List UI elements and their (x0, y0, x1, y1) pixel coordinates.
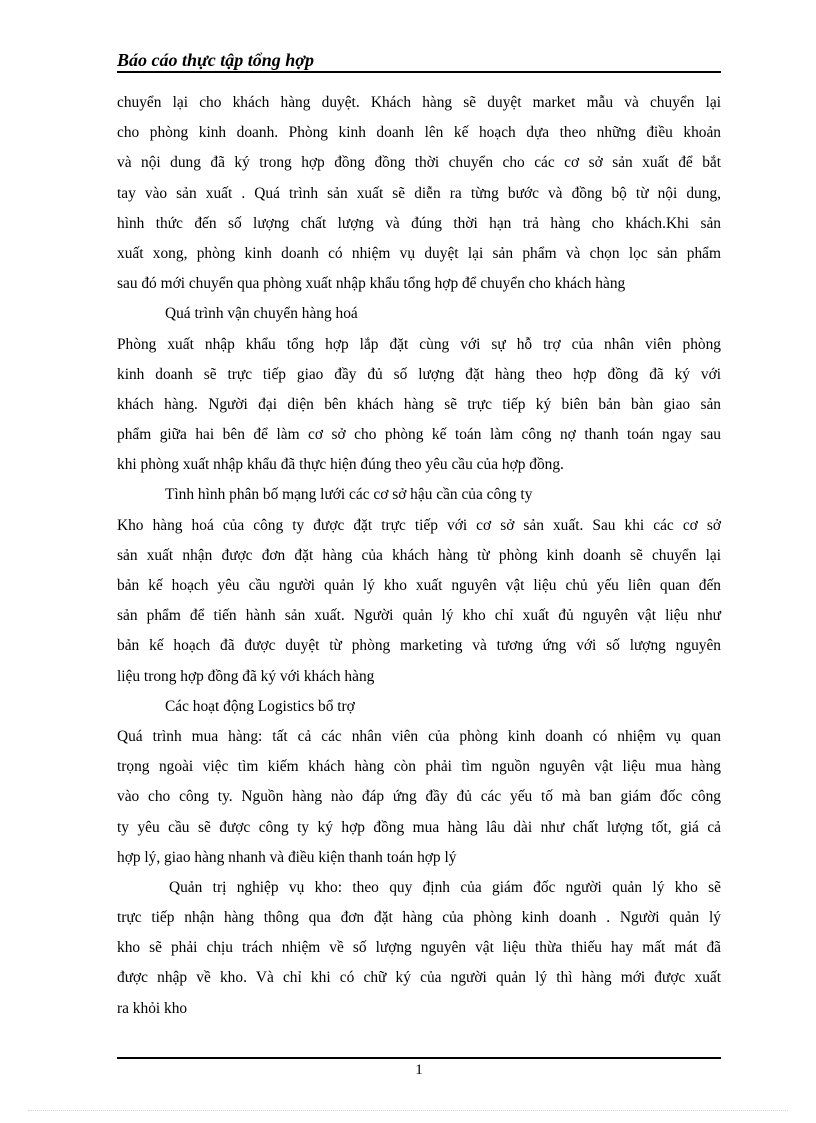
body-line: trực tiếp nhận hàng thông qua đơn đặt hàng của phòng kinh doanh . Người quản lý (117, 909, 721, 927)
body-line: trọng ngoài việc tìm kiếm khách hàng còn phải tìm nguồn nguyên vật liệu mua hàng (117, 758, 721, 776)
body-line: phẩm giữa hai bên để làm cơ sở cho phòng kế toán làm công nợ thanh toán ngay sau (117, 426, 721, 444)
body-line: khi phòng xuất nhập khẩu đã thực hiện đúng theo yêu cầu của hợp đồng. (117, 456, 564, 474)
body-line: được nhập về kho. Và chỉ khi có chữ ký của người quản lý thì hàng mới được xuất (117, 969, 721, 987)
body-line: chuyển lại cho khách hàng duyệt. Khách hàng sẽ duyệt market mẫu và chuyển lại (117, 94, 721, 111)
body-line: ty yêu cầu sẽ được công ty ký hợp đồng mua hàng lâu dài như chất lượng tốt, giá cả (117, 818, 721, 836)
body-line: hình thức đến số lượng chất lượng và đúng thời hạn trả hàng cho khách.Khi sản (117, 214, 721, 232)
body-line: cho phòng kinh doanh. Phòng kinh doanh lên kế hoạch dựa theo những điều khoản (117, 124, 721, 142)
body-line: Phòng xuất nhập khẩu tổng hợp lắp đặt cùng với sự hỗ trợ của nhân viên phòng (117, 335, 721, 353)
body-line: sản xuất nhận được đơn đặt hàng của khách hàng từ phòng kinh doanh sẽ chuyển lại (117, 546, 721, 564)
body-line: ra khỏi kho (117, 999, 188, 1017)
body-line: sau đó mới chuyển qua phòng xuất nhập khẩu tổng hợp để chuyển cho khách hàng (117, 275, 626, 293)
body-line: vào cho công ty. Nguồn hàng nào đáp ứng đầy đủ các yếu tố mà ban giám đốc công (117, 788, 721, 806)
body-line: liệu trong hợp đồng đã ký với khách hàng (117, 667, 375, 685)
body-line: Quá trình mua hàng: tất cả các nhân viên của phòng kinh doanh có nhiệm vụ quan (117, 727, 721, 745)
body-line: Quản trị nghiệp vụ kho: theo quy định của giám đốc người quản lý kho sẽ (169, 878, 721, 896)
body-line: hợp lý, giao hàng nhanh và điều kiện thanh toán hợp lý (117, 848, 457, 866)
section-heading: Tình hình phân bố mạng lưới các cơ sở hậu cần của công ty (165, 486, 533, 504)
body-line: bản kế hoạch yêu cầu người quản lý kho xuất nguyên vật liệu chủ yếu liên quan đến (117, 577, 721, 594)
section-heading: Quá trình vận chuyển hàng hoá (165, 305, 358, 323)
document-header-title: Báo cáo thực tập tổng hợp (117, 50, 314, 70)
footer-rule (117, 1057, 721, 1059)
body-line: khách hàng. Người đại diện bên khách hàng sẽ trực tiếp ký biên bản bàn giao sản (117, 395, 721, 413)
body-line: sản phẩm để tiến hành sản xuất. Người quản lý kho chỉ xuất đủ nguyên vật liệu như (117, 607, 721, 625)
body-line: Kho hàng hoá của công ty được đặt trực tiếp với cơ sở sản xuất. Sau khi các cơ sở (117, 516, 721, 534)
body-line: bản kế hoạch đã được duyệt từ phòng marketing và tương ứng với số lượng nguyên (117, 637, 721, 655)
body-line: xuất xong, phòng kinh doanh có nhiệm vụ duyệt lại sản phẩm và chọn lọc sản phẩm (117, 244, 721, 262)
section-heading: Các hoạt động Logistics bổ trợ (165, 697, 355, 715)
body-line: và nội dung đã ký trong hợp đồng đồng thời chuyển cho các cơ sở sản xuất để bắt (117, 154, 721, 172)
body-line: kho sẽ phải chịu trách nhiệm về số lượng nguyên vật liệu thừa thiếu hay mất mát đã (117, 939, 721, 957)
header-rule (117, 71, 721, 73)
body-line: tay vào sản xuất . Quá trình sản xuất sẽ diễn ra từng bước và đồng bộ từ nội dung, (117, 184, 721, 202)
page-number: 1 (415, 1062, 423, 1078)
body-line: kinh doanh sẽ trực tiếp giao đầy đủ số lượng đặt hàng theo hợp đồng đã ký với (117, 365, 721, 383)
page-edge-divider (28, 1110, 788, 1111)
document-body (117, 88, 721, 1024)
